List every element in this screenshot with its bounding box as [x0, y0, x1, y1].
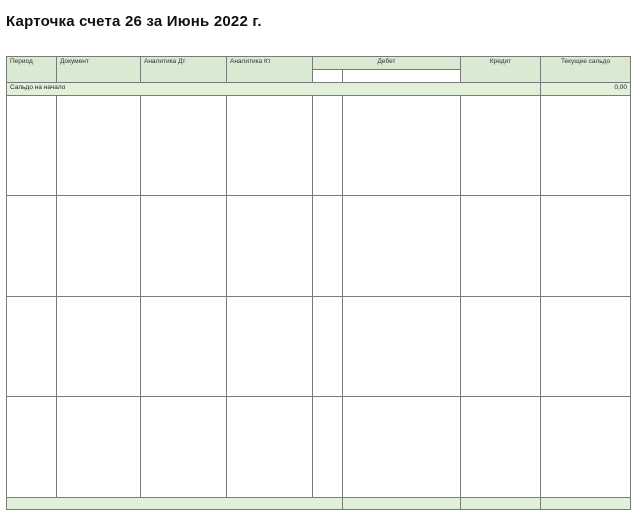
cell-debit-sum: [343, 95, 461, 196]
cell-document: [57, 95, 141, 196]
cell-balance: [541, 397, 631, 498]
cell-debit-sum: [343, 196, 461, 297]
opening-balance-row: [7, 83, 631, 95]
opening-balance-label: Сальдо на начало: [7, 83, 541, 95]
cell-debit-account: [313, 397, 343, 498]
table-header-row: [7, 57, 631, 70]
cell-document: [57, 397, 141, 498]
cell-analytics-kt: [227, 196, 313, 297]
cell-debit-sum: [343, 296, 461, 397]
totals-credit: [461, 497, 541, 509]
cell-debit-account: [313, 296, 343, 397]
totals-label: [7, 497, 343, 509]
header-debit: Дебет: [313, 57, 461, 70]
table-row: [7, 196, 631, 297]
cell-period: [7, 95, 57, 196]
cell-credit: [461, 296, 541, 397]
cell-analytics-dt: [141, 296, 227, 397]
cell-analytics-kt: [227, 95, 313, 196]
cell-credit: [461, 196, 541, 297]
cell-analytics-kt: [227, 397, 313, 498]
cell-period: [7, 296, 57, 397]
cell-debit-account: [313, 95, 343, 196]
opening-balance-value: 0,00: [541, 83, 631, 95]
header-analytics-kt: Аналитика Кт: [227, 57, 313, 83]
header-debit-sum: [343, 70, 461, 83]
totals-row: [7, 497, 631, 509]
totals-balance: [541, 497, 631, 509]
cell-period: [7, 196, 57, 297]
header-analytics-dt: Аналитика Дт: [141, 57, 227, 83]
report-title: Карточка счета 26 за Июнь 2022 г.: [6, 13, 262, 30]
header-period: Период: [7, 57, 57, 83]
cell-balance: [541, 196, 631, 297]
cell-credit: [461, 397, 541, 498]
cell-balance: [541, 296, 631, 397]
table-row: [7, 95, 631, 196]
cell-document: [57, 196, 141, 297]
header-balance: Текущее сальдо: [541, 57, 631, 83]
cell-period: [7, 397, 57, 498]
account-card-table: [6, 56, 631, 510]
header-document: Документ: [57, 57, 141, 83]
header-debit-account: [313, 70, 343, 83]
cell-analytics-dt: [141, 196, 227, 297]
cell-analytics-dt: [141, 397, 227, 498]
cell-document: [57, 296, 141, 397]
header-credit: Кредит: [461, 57, 541, 83]
cell-analytics-dt: [141, 95, 227, 196]
cell-analytics-kt: [227, 296, 313, 397]
cell-balance: [541, 95, 631, 196]
table-row: [7, 397, 631, 498]
table-row: [7, 296, 631, 397]
cell-debit-account: [313, 196, 343, 297]
cell-credit: [461, 95, 541, 196]
cell-debit-sum: [343, 397, 461, 498]
totals-debit: [343, 497, 461, 509]
